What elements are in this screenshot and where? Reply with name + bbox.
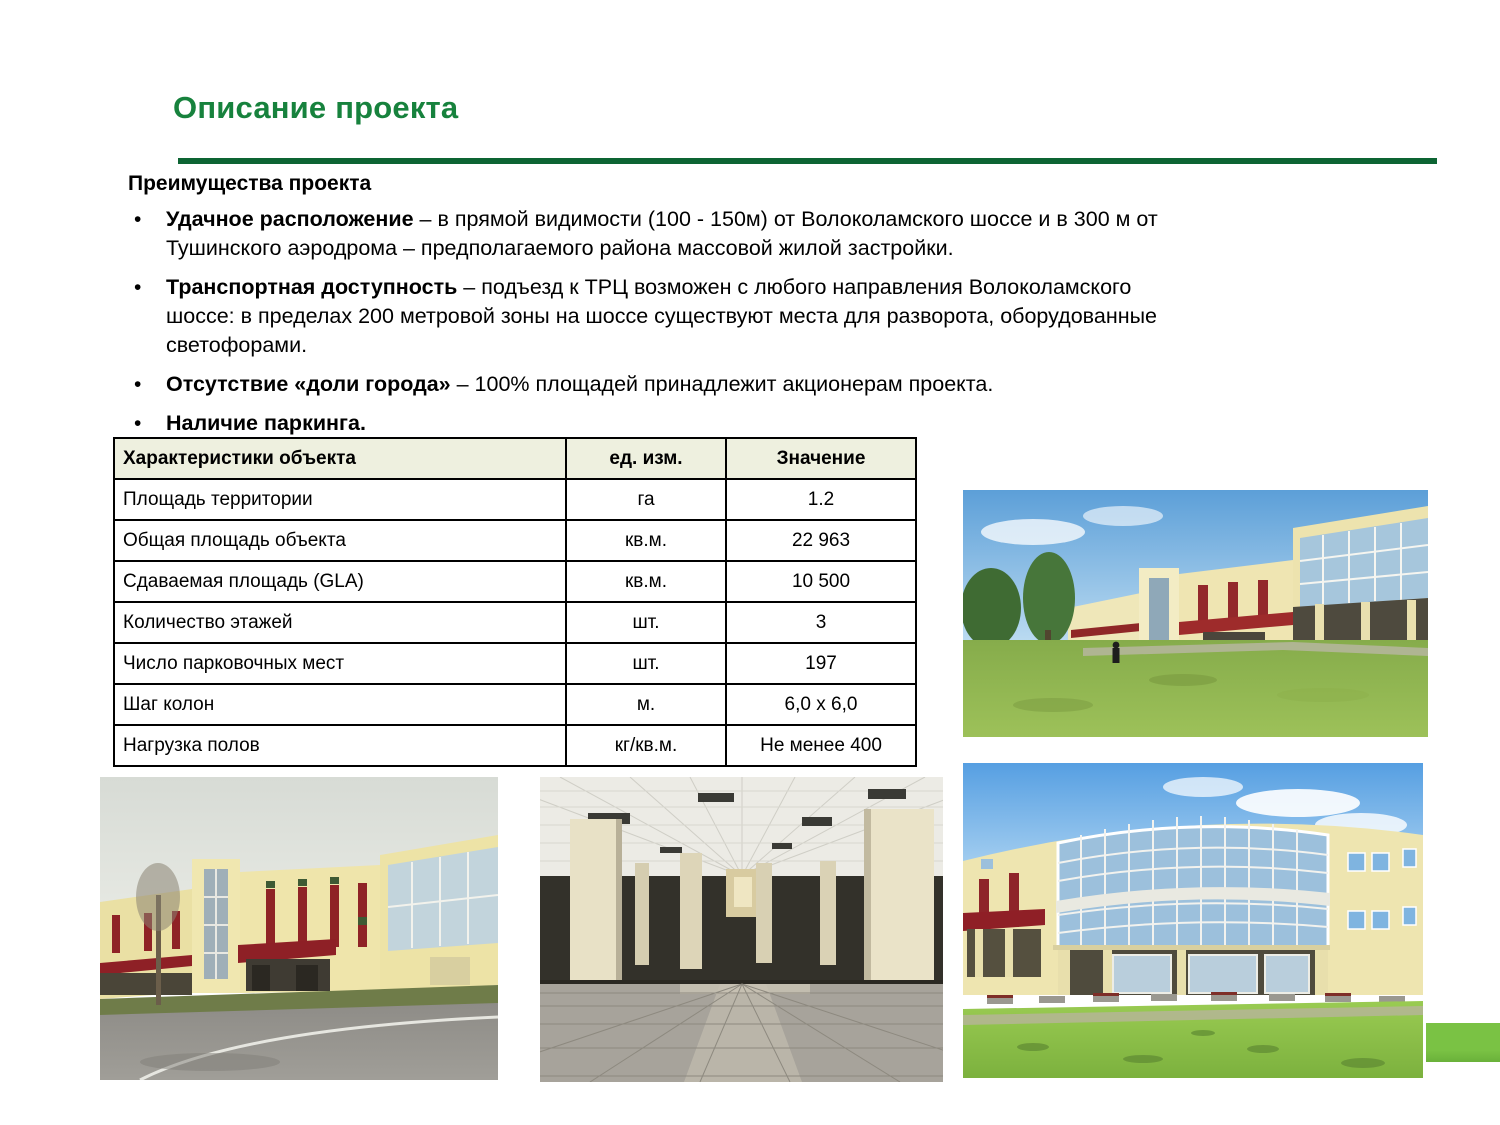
cell-name: Нагрузка полов xyxy=(114,725,566,766)
photo-building-exterior-overcast xyxy=(100,777,498,1080)
cell-unit: га xyxy=(566,479,726,520)
photo-building-exterior-sunny xyxy=(963,490,1428,737)
bullet-lead: Удачное расположение xyxy=(166,207,414,231)
col-header-value: Значение xyxy=(726,438,916,479)
photo-building-facade-glass xyxy=(963,763,1423,1078)
page-title: Описание проекта xyxy=(173,90,459,125)
bullet-text: шоссе: в пределах 200 метровой зоны на шоссе существуют места для разворота, оборудованные xyxy=(166,304,1157,328)
cell-value: 1.2 xyxy=(726,479,916,520)
bullet-marker: • xyxy=(134,276,142,299)
bullet-text: – подъезд к ТРЦ возможен с любого направления Волоколамского xyxy=(457,275,1132,299)
bullet-location xyxy=(128,205,1368,263)
table-row xyxy=(114,479,916,520)
cell-value: 10 500 xyxy=(726,561,916,602)
bullet-text: – в прямой видимости (100 - 150м) от Волоколамского шоссе и в 300 м от xyxy=(413,207,1158,231)
title-divider-rule xyxy=(178,158,1437,164)
table-row xyxy=(114,725,916,766)
cell-value: Не менее 400 xyxy=(726,725,916,766)
table-row xyxy=(114,684,916,725)
cell-name: Сдаваемая площадь (GLA) xyxy=(114,561,566,602)
cell-unit: шт. xyxy=(566,602,726,643)
photo-illustration xyxy=(963,490,1428,737)
bullet-marker: • xyxy=(134,373,142,396)
bullet-transport xyxy=(128,273,1368,360)
bullet-text: Тушинского аэродрома – предполагаемого района массовой жилой застройки. xyxy=(166,236,954,260)
photo-interior-hall xyxy=(540,777,943,1082)
cell-unit: м. xyxy=(566,684,726,725)
photo-illustration xyxy=(540,777,943,1082)
characteristics-table xyxy=(113,437,917,767)
table-header-row xyxy=(114,438,916,479)
road xyxy=(100,1003,498,1080)
bullet-text: светофорами. xyxy=(166,333,308,357)
floor xyxy=(540,984,943,1082)
cell-unit: кв.м. xyxy=(566,520,726,561)
cell-value: 6,0 x 6,0 xyxy=(726,684,916,725)
table-row xyxy=(114,643,916,684)
grass xyxy=(963,640,1428,737)
col-header-characteristics: Характеристики объекта xyxy=(114,438,566,479)
photo-illustration xyxy=(963,763,1423,1078)
cell-value: 197 xyxy=(726,643,916,684)
cell-unit: кг/кв.м. xyxy=(566,725,726,766)
table-row xyxy=(114,561,916,602)
cell-value: 22 963 xyxy=(726,520,916,561)
bullet-parking xyxy=(128,409,1368,438)
photo-illustration xyxy=(100,777,498,1080)
cell-unit: шт. xyxy=(566,643,726,684)
table-row xyxy=(114,520,916,561)
cell-name: Количество этажей xyxy=(114,602,566,643)
bullet-marker: • xyxy=(134,208,142,231)
advantages-section xyxy=(128,172,1368,448)
cell-value: 3 xyxy=(726,602,916,643)
bullet-text: – 100% площадей принадлежит акционерам проекта. xyxy=(450,372,994,396)
col-header-unit: ед. изм. xyxy=(566,438,726,479)
bullet-lead: Транспортная доступность xyxy=(166,275,458,299)
advantages-heading: Преимущества проекта xyxy=(128,172,372,195)
bullet-city-share xyxy=(128,370,1368,399)
bullet-lead: Наличие паркинга. xyxy=(166,411,366,435)
bullet-marker: • xyxy=(134,412,142,435)
cell-name: Число парковочных мест xyxy=(114,643,566,684)
table-row xyxy=(114,602,916,643)
corner-accent-rectangle xyxy=(1426,1023,1500,1062)
person xyxy=(1113,642,1120,663)
cell-name: Шаг колон xyxy=(114,684,566,725)
undercroft xyxy=(1058,950,1328,995)
bullet-lead: Отсутствие «доли города» xyxy=(166,372,451,396)
cell-name: Общая площадь объекта xyxy=(114,520,566,561)
cell-unit: кв.м. xyxy=(566,561,726,602)
cell-name: Площадь территории xyxy=(114,479,566,520)
